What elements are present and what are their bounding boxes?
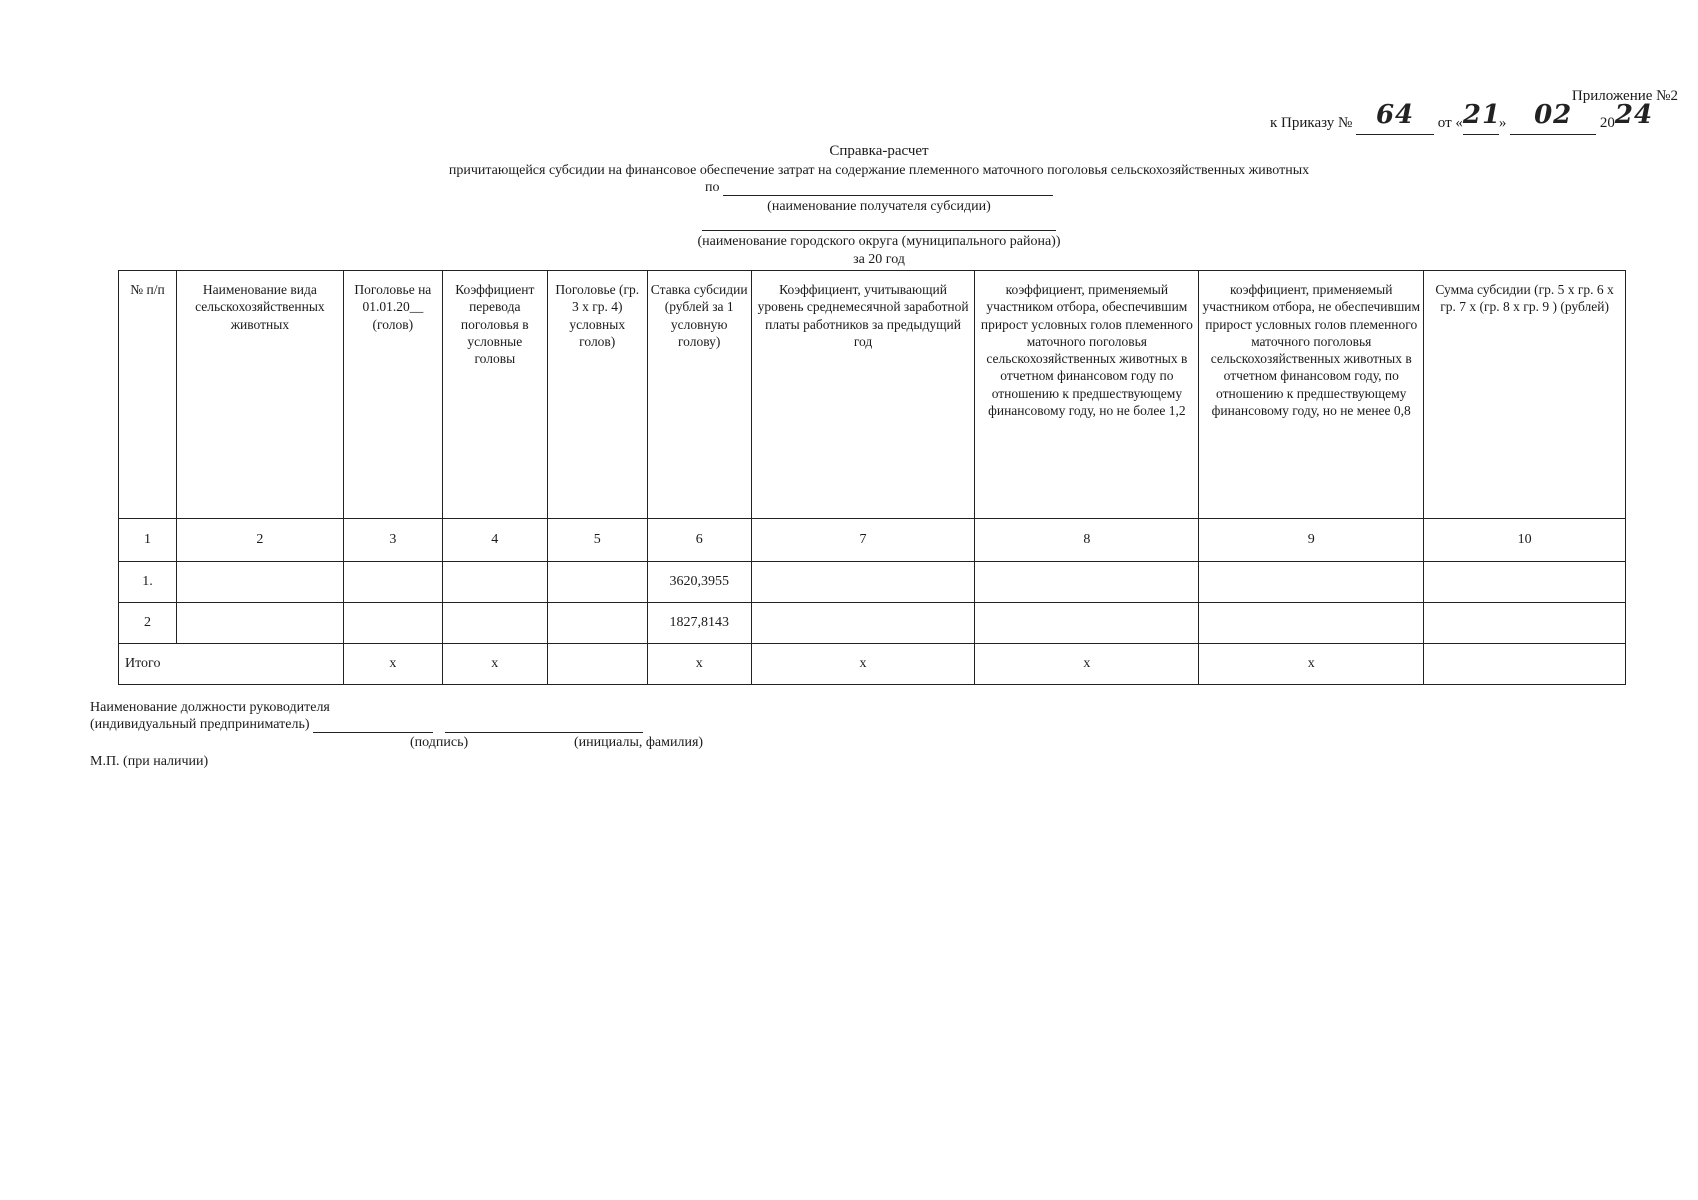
stamp-label: М.П. (при наличии) bbox=[90, 754, 209, 769]
entrepreneur-line bbox=[90, 717, 643, 733]
table-row bbox=[119, 562, 1626, 603]
year-suffix: 24 bbox=[1614, 100, 1654, 130]
table-cell bbox=[751, 562, 975, 603]
document-subtitle: причитающейся субсидии на финансовое обеспечение затрат на содержание племенного маточного поголовья сельскохозяйственных животных bbox=[448, 163, 1310, 178]
date-month: 02 bbox=[1534, 100, 1573, 130]
signature-blank bbox=[313, 718, 433, 733]
year-line: за 20 год bbox=[853, 252, 905, 267]
district-blank bbox=[702, 230, 1056, 231]
district-caption: (наименование городского округа (муниципального района)) bbox=[697, 234, 1061, 249]
header-cell: коэффициент, применяемый участником отбора, обеспечившим прирост условных голов племенного маточного поголовья сельскохозяйственных животных в отчетном финансовом году по отношению к предшествующему финансовому году, но не более 1,2 bbox=[975, 271, 1199, 519]
table-cell bbox=[1424, 562, 1626, 603]
date-prefix: от « bbox=[1437, 115, 1463, 131]
column-number-row bbox=[119, 519, 1626, 562]
table-row bbox=[119, 603, 1626, 644]
table-cell bbox=[442, 603, 547, 644]
header-cell: Поголовье (гр. 3 x гр. 4) условных голов) bbox=[547, 271, 647, 519]
year-prefix: 20 bbox=[1599, 115, 1615, 131]
total-row bbox=[119, 644, 1626, 685]
table-cell bbox=[442, 562, 547, 603]
date-day: 21 bbox=[1462, 100, 1502, 130]
po-prefix: по bbox=[705, 180, 720, 195]
order-number-field bbox=[1356, 100, 1434, 135]
recipient-line bbox=[0, 180, 1698, 196]
recipient-blank bbox=[723, 181, 1053, 196]
table-cell bbox=[751, 603, 975, 644]
table-cell bbox=[975, 603, 1199, 644]
table-cell bbox=[176, 603, 343, 644]
table-cell bbox=[1199, 562, 1424, 603]
total-cell: х bbox=[751, 644, 975, 685]
name-blank bbox=[445, 718, 643, 733]
table-cell bbox=[975, 562, 1199, 603]
table-cell bbox=[1199, 603, 1424, 644]
table-cell bbox=[547, 603, 647, 644]
signature-caption: (подпись) bbox=[410, 735, 469, 750]
header-row bbox=[119, 271, 1626, 519]
header-cell: № п/п bbox=[119, 271, 177, 519]
table-cell: 1. bbox=[119, 562, 177, 603]
order-prefix: к Приказу № bbox=[1270, 115, 1353, 131]
order-number: 64 bbox=[1375, 100, 1415, 130]
document-title: Справка-расчет bbox=[829, 143, 929, 159]
table-cell: 1827,8143 bbox=[647, 603, 751, 644]
header-cell: коэффициент, применяемый участником отбора, не обеспечившим прирост условных голов племенного маточного поголовья сельскохозяйственных животных в отчетном финансовом году, по отношению к предшествующему финансовому году, но не менее 0,8 bbox=[1199, 271, 1424, 519]
total-cell bbox=[1424, 644, 1626, 685]
table-cell bbox=[343, 562, 442, 603]
column-number: 5 bbox=[547, 519, 647, 562]
column-number: 4 bbox=[442, 519, 547, 562]
column-number: 9 bbox=[1199, 519, 1424, 562]
column-number: 7 bbox=[751, 519, 975, 562]
appendix-text: Приложение №2 bbox=[1571, 88, 1678, 104]
recipient-caption: (наименование получателя субсидии) bbox=[767, 199, 991, 214]
header-cell: Ставка субсидии (рублей за 1 условную голову) bbox=[647, 271, 751, 519]
order-reference bbox=[1270, 100, 1654, 135]
total-cell: х bbox=[975, 644, 1199, 685]
total-cell: х bbox=[343, 644, 442, 685]
column-number: 2 bbox=[176, 519, 343, 562]
table-cell bbox=[1424, 603, 1626, 644]
total-cell: х bbox=[442, 644, 547, 685]
date-separator: » bbox=[1498, 115, 1507, 131]
total-label: Итого bbox=[119, 644, 344, 685]
total-cell bbox=[547, 644, 647, 685]
subsidy-table bbox=[118, 270, 1626, 685]
date-month-field bbox=[1510, 100, 1596, 135]
column-number: 8 bbox=[975, 519, 1199, 562]
column-number: 1 bbox=[119, 519, 177, 562]
header-cell: Коэффициент, учитывающий уровень среднемесячной заработной платы работников за предыдущий год bbox=[751, 271, 975, 519]
table-cell: 2 bbox=[119, 603, 177, 644]
entrepreneur-label: (индивидуальный предприниматель) bbox=[90, 717, 310, 732]
column-number: 3 bbox=[343, 519, 442, 562]
table-cell bbox=[343, 603, 442, 644]
column-number: 10 bbox=[1424, 519, 1626, 562]
table-cell: 3620,3955 bbox=[647, 562, 751, 603]
name-caption: (инициалы, фамилия) bbox=[574, 735, 704, 750]
date-day-field bbox=[1462, 100, 1502, 135]
table-cell bbox=[176, 562, 343, 603]
header-cell: Наименование вида сельскохозяйственных животных bbox=[176, 271, 343, 519]
total-cell: х bbox=[647, 644, 751, 685]
header-cell: Сумма субсидии (гр. 5 x гр. 6 x гр. 7 x (гр. 8 x гр. 9 ) (рублей) bbox=[1424, 271, 1626, 519]
position-title-label: Наименование должности руководителя bbox=[90, 700, 330, 715]
header-cell: Коэффициент перевода поголовья в условные головы bbox=[442, 271, 547, 519]
header-cell: Поголовье на 01.01.20__ (голов) bbox=[343, 271, 442, 519]
total-cell: х bbox=[1199, 644, 1424, 685]
table-cell bbox=[547, 562, 647, 603]
column-number: 6 bbox=[647, 519, 751, 562]
